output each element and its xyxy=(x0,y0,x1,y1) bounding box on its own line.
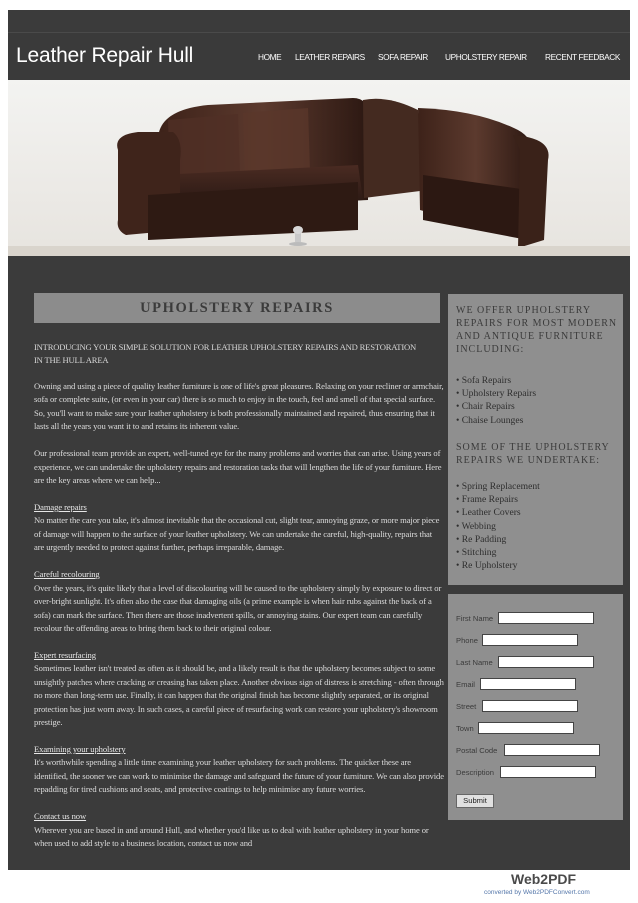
web2pdf-logo xyxy=(511,871,601,887)
site-header xyxy=(8,32,630,80)
postal-code-row xyxy=(456,744,616,758)
first-name-label: First Name xyxy=(456,614,494,623)
repairs-list xyxy=(456,480,540,572)
last-name-row xyxy=(456,656,616,670)
section-careful-recolouring xyxy=(34,568,444,635)
paragraph: Our professional team provide an expert, well-tuned eye for the many problems and worries that can arise. Using years of experience, we can undertake the upholstery repairs and restoration tasks that will lengthen the life of your furniture. Here are the key areas where we can help... xyxy=(34,448,442,486)
intro-line-1: INTRODUCING YOUR SIMPLE SOLUTION FOR LEATHER UPHOLSTERY REPAIRS AND RESTORATION xyxy=(34,342,417,352)
section-expert-resurfacing xyxy=(34,649,444,730)
last-name-label: Last Name xyxy=(456,658,493,667)
section-body: No matter the care you take, it's almost inevitable that the occasional cut, slight tear, annoying graze, or more major piece of damage will happen to the surface of your leather upholstery. We can undertake the careful, high-quality, repairs that are urgently needed to protect against further, perhaps irreparable, damage. xyxy=(34,515,440,553)
section-heading-link[interactable]: Damage repairs xyxy=(34,501,87,512)
town-label: Town xyxy=(456,724,474,733)
services-heading: WE OFFER UPHOLSTERY REPAIRS FOR MOST MODERN AND ANTIQUE FURNITURE INCLUDING: xyxy=(456,305,618,355)
page xyxy=(8,10,630,870)
nav-recent-feedback[interactable]: RECENT FEEDBACK xyxy=(545,52,620,62)
section-examining-upholstery xyxy=(34,743,444,797)
description-row xyxy=(456,766,616,780)
main-nav xyxy=(8,52,630,66)
nav-upholstery-repair[interactable]: UPHOLSTERY REPAIR xyxy=(445,52,527,62)
section-heading-link[interactable]: Expert resurfacing xyxy=(34,649,96,660)
contact-us-link[interactable]: Contact us now xyxy=(34,811,87,822)
list-item: • Leather Covers xyxy=(456,507,521,519)
hero-sofa-image xyxy=(8,80,630,256)
intro-heading xyxy=(34,341,452,367)
section-contact-us xyxy=(34,810,444,850)
list-item: • Webbing xyxy=(456,520,496,532)
intro-line-2: IN THE HULL AREA xyxy=(34,355,109,365)
paragraph: Owning and using a piece of quality leather furniture is one of life's great pleasures. Relaxing on your recliner or armchair, sofa or complete suite, (or even in your car) there is so much to enjoy in the touch, feel and smell of that special surface. So, you'll want to make sure your leather upholstery is both professionally maintained and repaired, thus ensuring that it lasts all the years you want it to and retains its inherent value. xyxy=(34,381,444,432)
section-heading-link[interactable]: Careful recolouring xyxy=(34,569,100,580)
first-name-row xyxy=(456,612,616,626)
list-item: • Frame Repairs xyxy=(456,494,518,506)
site-title[interactable]: Leather Repair Hull xyxy=(16,44,194,67)
converted-by-text[interactable]: converted by Web2PDFConvert.com xyxy=(484,889,590,896)
services-panel xyxy=(448,294,623,585)
section-body: It's worthwhile spending a little time examining your leather upholstery for such problems. The quicker these are identified, the sooner we can work to minimise the damage and safeguard the future of your furniture. We can also provide repadding for tired cushions and seats, and protective coatings to help minimise any future worries. xyxy=(34,757,444,795)
postal-code-input[interactable] xyxy=(504,744,600,756)
page-title: UPHOLSTERY REPAIRS xyxy=(140,300,334,316)
sofa-illustration xyxy=(8,80,630,256)
town-row xyxy=(456,722,616,736)
town-input[interactable] xyxy=(478,722,574,734)
list-item: • Upholstery Repairs xyxy=(456,388,537,400)
list-item: • Spring Replacement xyxy=(456,481,540,492)
last-name-input[interactable] xyxy=(498,656,594,668)
list-item: • Chair Repairs xyxy=(456,401,515,413)
nav-home[interactable]: HOME xyxy=(258,52,282,62)
section-body: Sometimes leather isn't treated as often as it should be, and a likely result is that the upholstery becomes subject to some unsightly patches where cracking or creasing has taken place. Another obvious sign of distress is stretching - often through no more than long-term use. Finally, it can happen that the original finish has become slightly separated, or its original protection has just worn away. In such cases, a careful piece of resurfacing work can restore your upholstery's showroom prestige. xyxy=(34,663,444,728)
section-damage-repairs xyxy=(34,501,444,555)
section-body: Wherever you are based in and around Hull, and whether you'd like us to deal with leather upholstery in your home or when used to add style to a business location, contact us now and xyxy=(34,824,429,849)
street-row xyxy=(456,700,616,714)
repairs-heading: SOME OF THE UPHOLSTERY REPAIRS WE UNDERTAKE: xyxy=(456,442,610,466)
phone-row xyxy=(456,634,616,648)
list-item: • Re Upholstery xyxy=(456,560,518,572)
nav-sofa-repair[interactable]: SOFA REPAIR xyxy=(378,52,428,62)
section-heading-link[interactable]: Examining your upholstery xyxy=(34,743,126,754)
email-input[interactable] xyxy=(480,678,576,690)
section-body: Over the years, it's quite likely that a level of discolouring will be caused to the upholstery simply by exposure to direct or over-bright sunlight. It's often also the case that damaging oils (a prime example is when hair rubs against the back of a sofa) can mark the surface. Then there are those inadvertent spills, or annoying stains. Our expert team can carefully recolour the offending areas to bring them back to their original colour. xyxy=(34,582,442,633)
article-body xyxy=(34,380,444,864)
phone-label: Phone xyxy=(456,636,478,645)
list-item: • Stitching xyxy=(456,547,497,559)
web2pdf-logo-text: Web2PDF xyxy=(511,871,577,887)
street-input[interactable] xyxy=(482,700,578,712)
street-label: Street xyxy=(456,702,477,711)
submit-button[interactable]: Submit xyxy=(456,794,494,808)
list-item: • Chaise Lounges xyxy=(456,414,524,426)
phone-input[interactable] xyxy=(482,634,578,646)
main-content xyxy=(8,256,630,870)
services-list xyxy=(456,374,536,427)
section-title-bar xyxy=(34,293,440,323)
email-label: Email xyxy=(456,680,475,689)
description-label: Description xyxy=(456,768,494,777)
contact-form xyxy=(448,594,623,820)
postal-code-label: Postal Code xyxy=(456,746,498,755)
list-item: • Sofa Repairs xyxy=(456,375,512,386)
list-item: • Re Padding xyxy=(456,533,507,545)
nav-leather-repairs[interactable]: LEATHER REPAIRS xyxy=(295,52,365,62)
first-name-input[interactable] xyxy=(498,612,594,624)
description-input[interactable] xyxy=(500,766,596,778)
email-row xyxy=(456,678,616,692)
